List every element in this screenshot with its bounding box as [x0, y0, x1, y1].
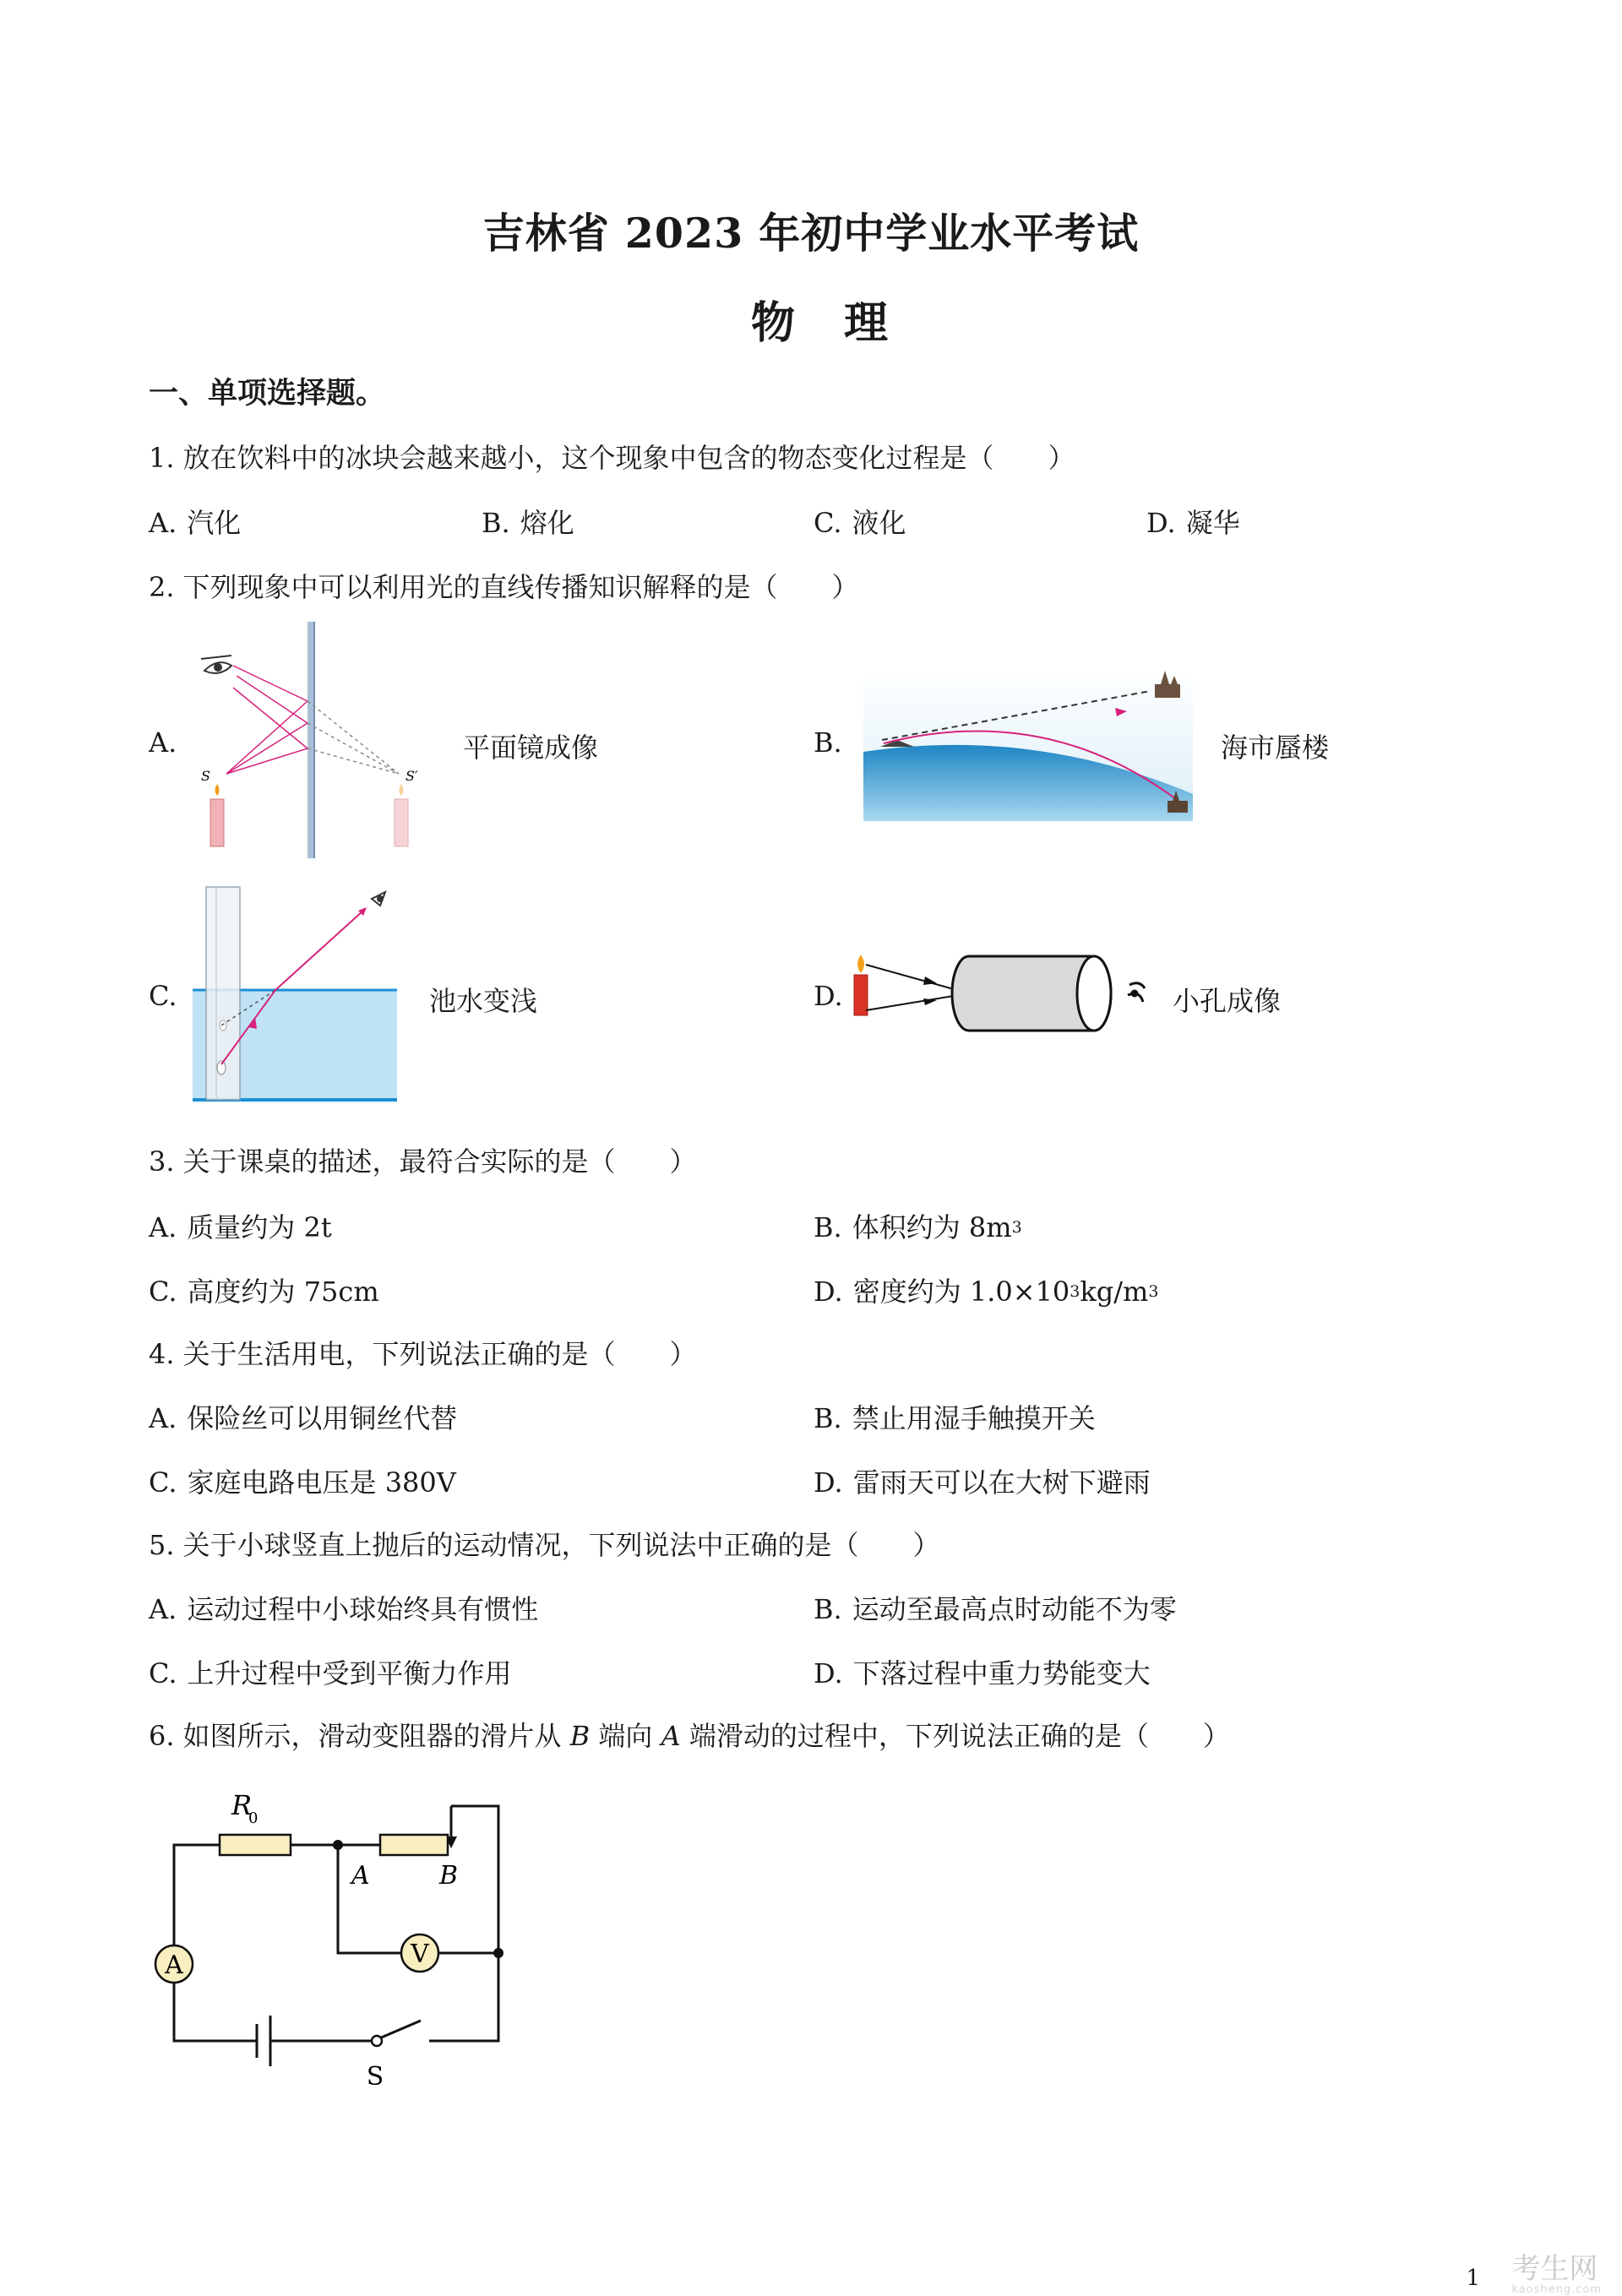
label-r0-sub: 0 — [248, 1809, 259, 1827]
watermark-logo: 考生网 kaosheng.com — [1511, 2252, 1602, 2296]
question-2-stem: 2. 下列现象中可以利用光的直线传播知识解释的是（ ） — [149, 571, 859, 603]
q1-option-a[interactable]: A. 汽化 — [149, 507, 242, 539]
q5-option-a[interactable]: A. 运动过程中小球始终具有惯性 — [149, 1593, 539, 1625]
candle-left — [210, 784, 224, 846]
q2-option-d-key[interactable]: D. — [814, 980, 843, 1012]
label-a: A — [351, 1861, 370, 1891]
label-s: S — [366, 2062, 384, 2092]
q2-a-caption[interactable]: 平面镜成像 — [463, 732, 599, 764]
page-number: 1 — [1466, 2266, 1480, 2291]
q2-b-caption[interactable]: 海市蜃楼 — [1221, 732, 1330, 764]
q2-option-c-key[interactable]: C. — [149, 980, 177, 1012]
label-r0: R — [231, 1789, 253, 1821]
label-s-prime: S′ — [406, 768, 418, 784]
q5-option-b[interactable]: B. 运动至最高点时动能不为零 — [814, 1593, 1177, 1625]
q3-option-a[interactable]: A. 质量约为 2t — [149, 1211, 332, 1243]
mirage-figure — [863, 667, 1193, 821]
plane-mirror-figure — [193, 622, 438, 858]
voltmeter — [401, 1934, 438, 1972]
question-3-stem: 3. 关于课桌的描述，最符合实际的是（ ） — [149, 1145, 697, 1178]
eye-icon — [372, 892, 385, 906]
q2-option-a-key[interactable]: A. — [149, 726, 177, 759]
q1-option-c[interactable]: C. 液化 — [814, 507, 906, 539]
eye-icon — [1128, 983, 1145, 1002]
q1-option-d[interactable]: D. 凝华 — [1146, 507, 1240, 539]
battery — [257, 2016, 270, 2066]
pinhole-figure — [849, 951, 1153, 1041]
rheostat — [380, 1835, 448, 1855]
q2-c-caption[interactable]: 池水变浅 — [429, 985, 538, 1017]
ammeter — [155, 1945, 193, 1983]
q3-option-b[interactable]: B. 体积约为 $8m^3$ — [814, 1211, 1022, 1243]
label-b: B — [439, 1861, 459, 1891]
label-s: S — [201, 768, 210, 784]
q4-option-d[interactable]: D. 雷雨天可以在大树下避雨 — [814, 1466, 1151, 1499]
switch-s — [372, 2036, 382, 2046]
candle — [854, 955, 868, 1015]
mirror — [308, 622, 314, 858]
q4-option-a[interactable]: A. 保险丝可以用铜丝代替 — [149, 1402, 458, 1434]
svg-text:A: A — [165, 1951, 183, 1980]
pool-figure — [188, 884, 407, 1105]
q2-option-b-key[interactable]: B. — [814, 726, 842, 759]
resistor-r0 — [220, 1835, 291, 1855]
q4-option-b[interactable]: B. 禁止用湿手触摸开关 — [814, 1402, 1096, 1434]
q3-option-c[interactable]: C. 高度约为 75cm — [149, 1276, 379, 1308]
q5-option-c[interactable]: C. 上升过程中受到平衡力作用 — [149, 1657, 512, 1689]
exam-title: 吉林省 2023 年初中学业水平考试 — [482, 209, 1140, 258]
candle-right — [395, 784, 408, 846]
section-heading: 一、单项选择题。 — [149, 376, 386, 411]
question-5-stem: 5. 关于小球竖直上抛后的运动情况，下列说法中正确的是（ ） — [149, 1529, 940, 1561]
q5-option-d[interactable]: D. 下落过程中重力势能变大 — [814, 1657, 1151, 1689]
question-4-stem: 4. 关于生活用电，下列说法正确的是（ ） — [149, 1338, 697, 1370]
q3-option-d[interactable]: D. 密度约为 $1.0\times 10^3kg/m^3$ — [814, 1276, 1159, 1308]
question-6-stem: 6. 如图所示，滑动变阻器的滑片从 B 端向 A 端滑动的过程中，下列说法正确的是（ ） — [149, 1720, 1230, 1752]
svg-text:V: V — [411, 1940, 429, 1969]
q1-option-b[interactable]: B. 熔化 — [482, 507, 574, 539]
circuit-diagram — [144, 1766, 532, 2095]
q4-option-c[interactable]: C. 家庭电路电压是 380V — [149, 1466, 456, 1499]
eye-icon — [201, 656, 231, 673]
subject-title: 物 理 — [750, 297, 906, 349]
q2-d-caption[interactable]: 小孔成像 — [1173, 985, 1282, 1017]
question-1-stem: 1. 放在饮料中的冰块会越来越小，这个现象中包含的物态变化过程是（ ） — [149, 442, 1075, 474]
